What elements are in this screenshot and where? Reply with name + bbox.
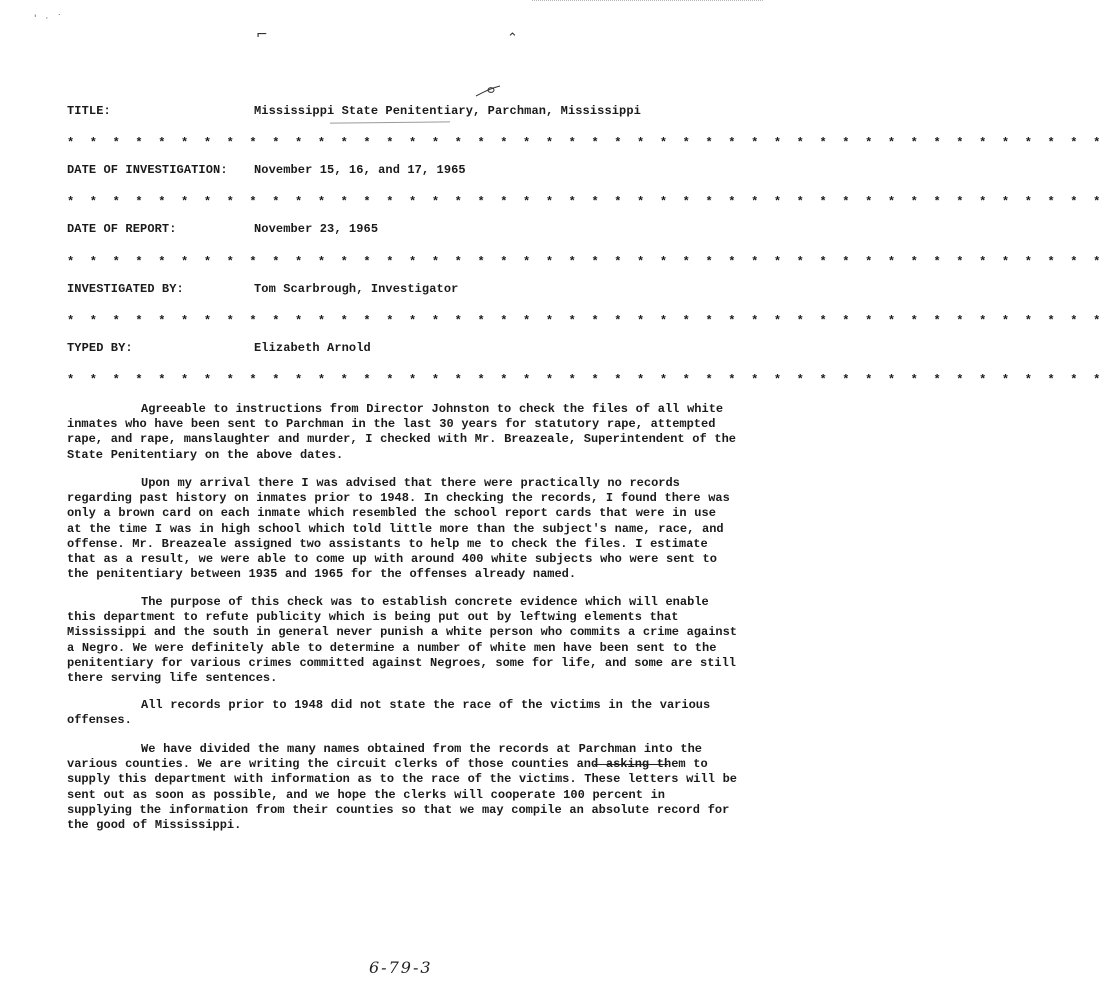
handwritten-page-number: 6-79-3 [369,958,433,977]
strikethrough-mark [594,764,668,767]
title-row [67,104,641,118]
investigated-by-label: INVESTIGATED BY: [67,282,184,296]
title-underline [330,121,450,125]
paragraph-5: We have divided the many names obtained from the records at Parchman into the various counties. We are writing the circuit clerks of those counties and asking them to supply this department with information as to the race of the victims. These letters will be sent out as soon as possible, and we hope the clerks will cooperate 100 percent in supplying the information from their counties so that we may compile an absolute record for the good of Mississippi. [67,742,738,833]
paragraph-3: The purpose of this check was to establish concrete evidence which will enable this department to refute publicity which is being put out by leftwing elements that Mississippi and the south in general never punish a white person who commits a crime against a Negro. We were definitely able to determine a number of white men have been sent to the penitentiary for various crimes committed against Negroes, some for life, and some are still there serving life sentences. [67,595,738,686]
investigated-by-row [67,282,458,296]
paragraph-2: Upon my arrival there I was advised that there were practically no records regarding past history on inmates prior to 1948. In checking the records, I found there was only a brown card on each inmate which resembled the school report cards that were in use at the time I was in high school which told little more than the subject's name, race, and offense. Mr. Breazeale assigned two assistants to help me to check the files. I estimate that as a result, we were able to come up with around 400 white subjects who were sent to the penitentiary between 1935 and 1965 for the offenses already named. [67,476,730,582]
scan-mark-top-center: ⌐ [256,27,268,43]
title-label: TITLE: [67,104,111,118]
scan-mark-top-left: ' · ˙ [34,14,65,24]
typed-by-value: Elizabeth Arnold [254,341,371,355]
separator-3: * * * * * * * * * * * * * * * * * * * * * * * * * * * * * * * * * * * * * * * * * * * * * * [67,255,1105,269]
date-report-row [67,222,378,236]
date-investigation-label: DATE OF INVESTIGATION: [67,163,228,177]
paragraph-4: All records prior to 1948 did not state the race of the victims in the various offenses. [67,698,711,728]
date-investigation-row [67,163,466,177]
scan-edge-mark [532,0,763,5]
scan-mark-top-right: ⌃ [507,31,518,46]
handwritten-mark-icon [474,84,504,98]
typed-by-row [67,341,371,355]
investigated-by-value: Tom Scarbrough, Investigator [254,282,459,296]
date-report-label: DATE OF REPORT: [67,222,177,236]
date-report-value: November 23, 1965 [254,222,379,236]
paragraph-1: Agreeable to instructions from Director Johnston to check the files of all white inmates who have been sent to Parchman in the last 30 years for statutory rape, attempted rape, and rape, manslaughter and murder, I checked with Mr. Breazeale, Superintendent of the State Penitentiary on the above dates. [67,402,737,462]
separator-4: * * * * * * * * * * * * * * * * * * * * * * * * * * * * * * * * * * * * * * * * * * * * * * [67,314,1105,328]
date-investigation-value: November 15, 16, and 17, 1965 [254,163,466,177]
separator-2: * * * * * * * * * * * * * * * * * * * * * * * * * * * * * * * * * * * * * * * * * * * * * * [67,195,1105,209]
title-value: Mississippi State Penitentiary, Parchman, Mississippi [254,104,641,118]
separator-1: * * * * * * * * * * * * * * * * * * * * * * * * * * * * * * * * * * * * * * * * * * * * * * [67,136,1105,150]
typed-by-label: TYPED BY: [67,341,133,355]
separator-5: * * * * * * * * * * * * * * * * * * * * * * * * * * * * * * * * * * * * * * * * * * * * * * [67,373,1105,387]
